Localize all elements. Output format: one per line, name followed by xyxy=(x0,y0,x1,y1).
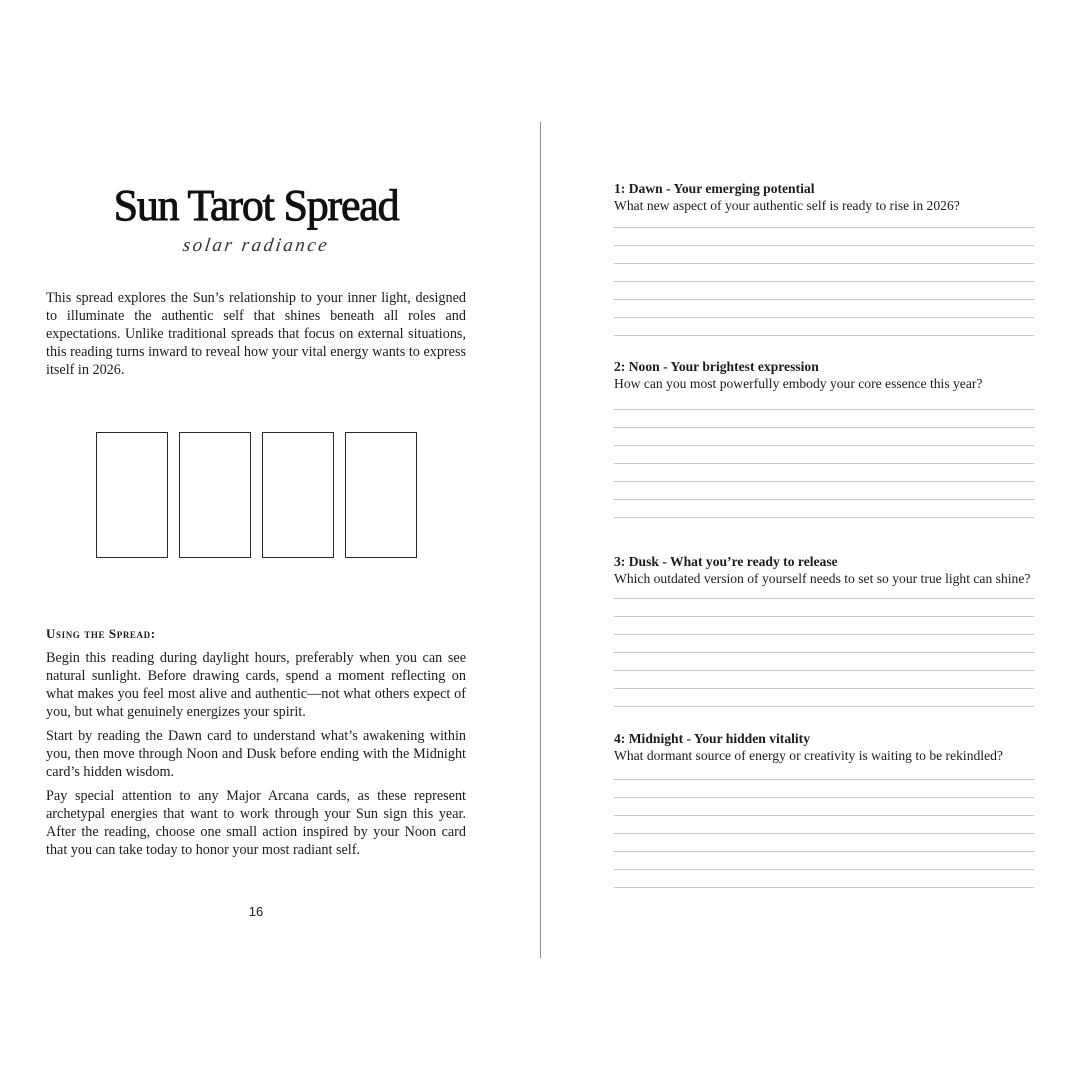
writing-lines[interactable] xyxy=(614,779,1034,888)
prompt-title: 4: Midnight - Your hidden vitality xyxy=(614,731,811,746)
writing-line xyxy=(614,652,1034,670)
writing-line xyxy=(614,833,1034,851)
writing-line xyxy=(614,517,1034,518)
card-layout-diagram xyxy=(96,432,416,558)
instruction-paragraph: Pay special attention to any Major Arcana cards, as these represent archetypal energies that want to work through your Sun sign this year. After the reading, choose one small action inspired by your Noon card that you can take today to honor your most radiant self. xyxy=(46,788,466,858)
intro-paragraph: This spread explores the Sun’s relationship to your inner light, designed to illuminate the authentic self that shines beneath all roles and expectations. Unlike traditional spreads that focus on external situations, this reading turns inward to reveal how your vital energy wants to express itself in 2026. xyxy=(46,290,466,378)
journal-prompt-dawn xyxy=(614,180,1054,336)
writing-line xyxy=(614,409,1034,427)
prompt-question: What new aspect of your authentic self is ready to rise in 2026? xyxy=(614,198,960,213)
writing-line xyxy=(614,797,1034,815)
prompt-title: 2: Noon - Your brightest expression xyxy=(614,359,819,374)
writing-line xyxy=(614,851,1034,869)
card-placeholder-dawn xyxy=(96,432,168,558)
writing-line xyxy=(614,227,1034,245)
writing-line xyxy=(614,869,1034,887)
journal-prompt-midnight xyxy=(614,730,1054,888)
journal-prompt-noon xyxy=(614,358,1054,518)
right-page xyxy=(540,0,1080,1080)
writing-line xyxy=(614,317,1034,335)
writing-line xyxy=(614,779,1034,797)
writing-line xyxy=(614,299,1034,317)
writing-line xyxy=(614,598,1034,616)
card-placeholder-midnight xyxy=(345,432,417,558)
writing-line xyxy=(614,616,1034,634)
writing-line xyxy=(614,445,1034,463)
page-subtitle: solar radiance xyxy=(181,235,331,256)
writing-line xyxy=(614,670,1034,688)
instruction-paragraph: Begin this reading during daylight hours, preferably when you can see natural sunlight. Before drawing cards, spend a moment reflecting on what makes you feel most alive and authentic—not what others expect of you, but what genuinely energizes your spirit. xyxy=(46,650,466,720)
writing-line xyxy=(614,634,1034,652)
using-spread-heading: Using the Spread: xyxy=(46,626,156,641)
writing-line xyxy=(614,263,1034,281)
prompt-title: 1: Dawn - Your emerging potential xyxy=(614,181,815,196)
page-number: 16 xyxy=(248,904,264,919)
writing-line xyxy=(614,463,1034,481)
writing-line xyxy=(614,481,1034,499)
prompt-question: Which outdated version of yourself needs to set so your true light can shine? xyxy=(614,571,1031,586)
writing-line xyxy=(614,706,1034,707)
prompt-question: What dormant source of energy or creativity is waiting to be rekindled? xyxy=(614,748,1003,763)
card-placeholder-noon xyxy=(179,432,251,558)
journal-prompt-dusk xyxy=(614,553,1054,707)
writing-lines[interactable] xyxy=(614,409,1034,518)
writing-lines[interactable] xyxy=(614,227,1034,336)
prompt-title: 3: Dusk - What you’re ready to release xyxy=(614,554,838,569)
card-placeholder-dusk xyxy=(262,432,334,558)
writing-line xyxy=(614,688,1034,706)
writing-lines[interactable] xyxy=(614,598,1034,707)
writing-line xyxy=(614,815,1034,833)
writing-line xyxy=(614,281,1034,299)
writing-line xyxy=(614,427,1034,445)
instruction-paragraph: Start by reading the Dawn card to understand what’s awakening within you, then move through Noon and Dusk before ending with the Midnight card’s hidden wisdom. xyxy=(46,728,466,780)
writing-line xyxy=(614,335,1034,336)
writing-line xyxy=(614,499,1034,517)
page-title: Sun Tarot Spread xyxy=(113,181,399,230)
prompt-question: How can you most powerfully embody your core essence this year? xyxy=(614,376,983,391)
writing-line xyxy=(614,245,1034,263)
writing-line xyxy=(614,887,1034,888)
